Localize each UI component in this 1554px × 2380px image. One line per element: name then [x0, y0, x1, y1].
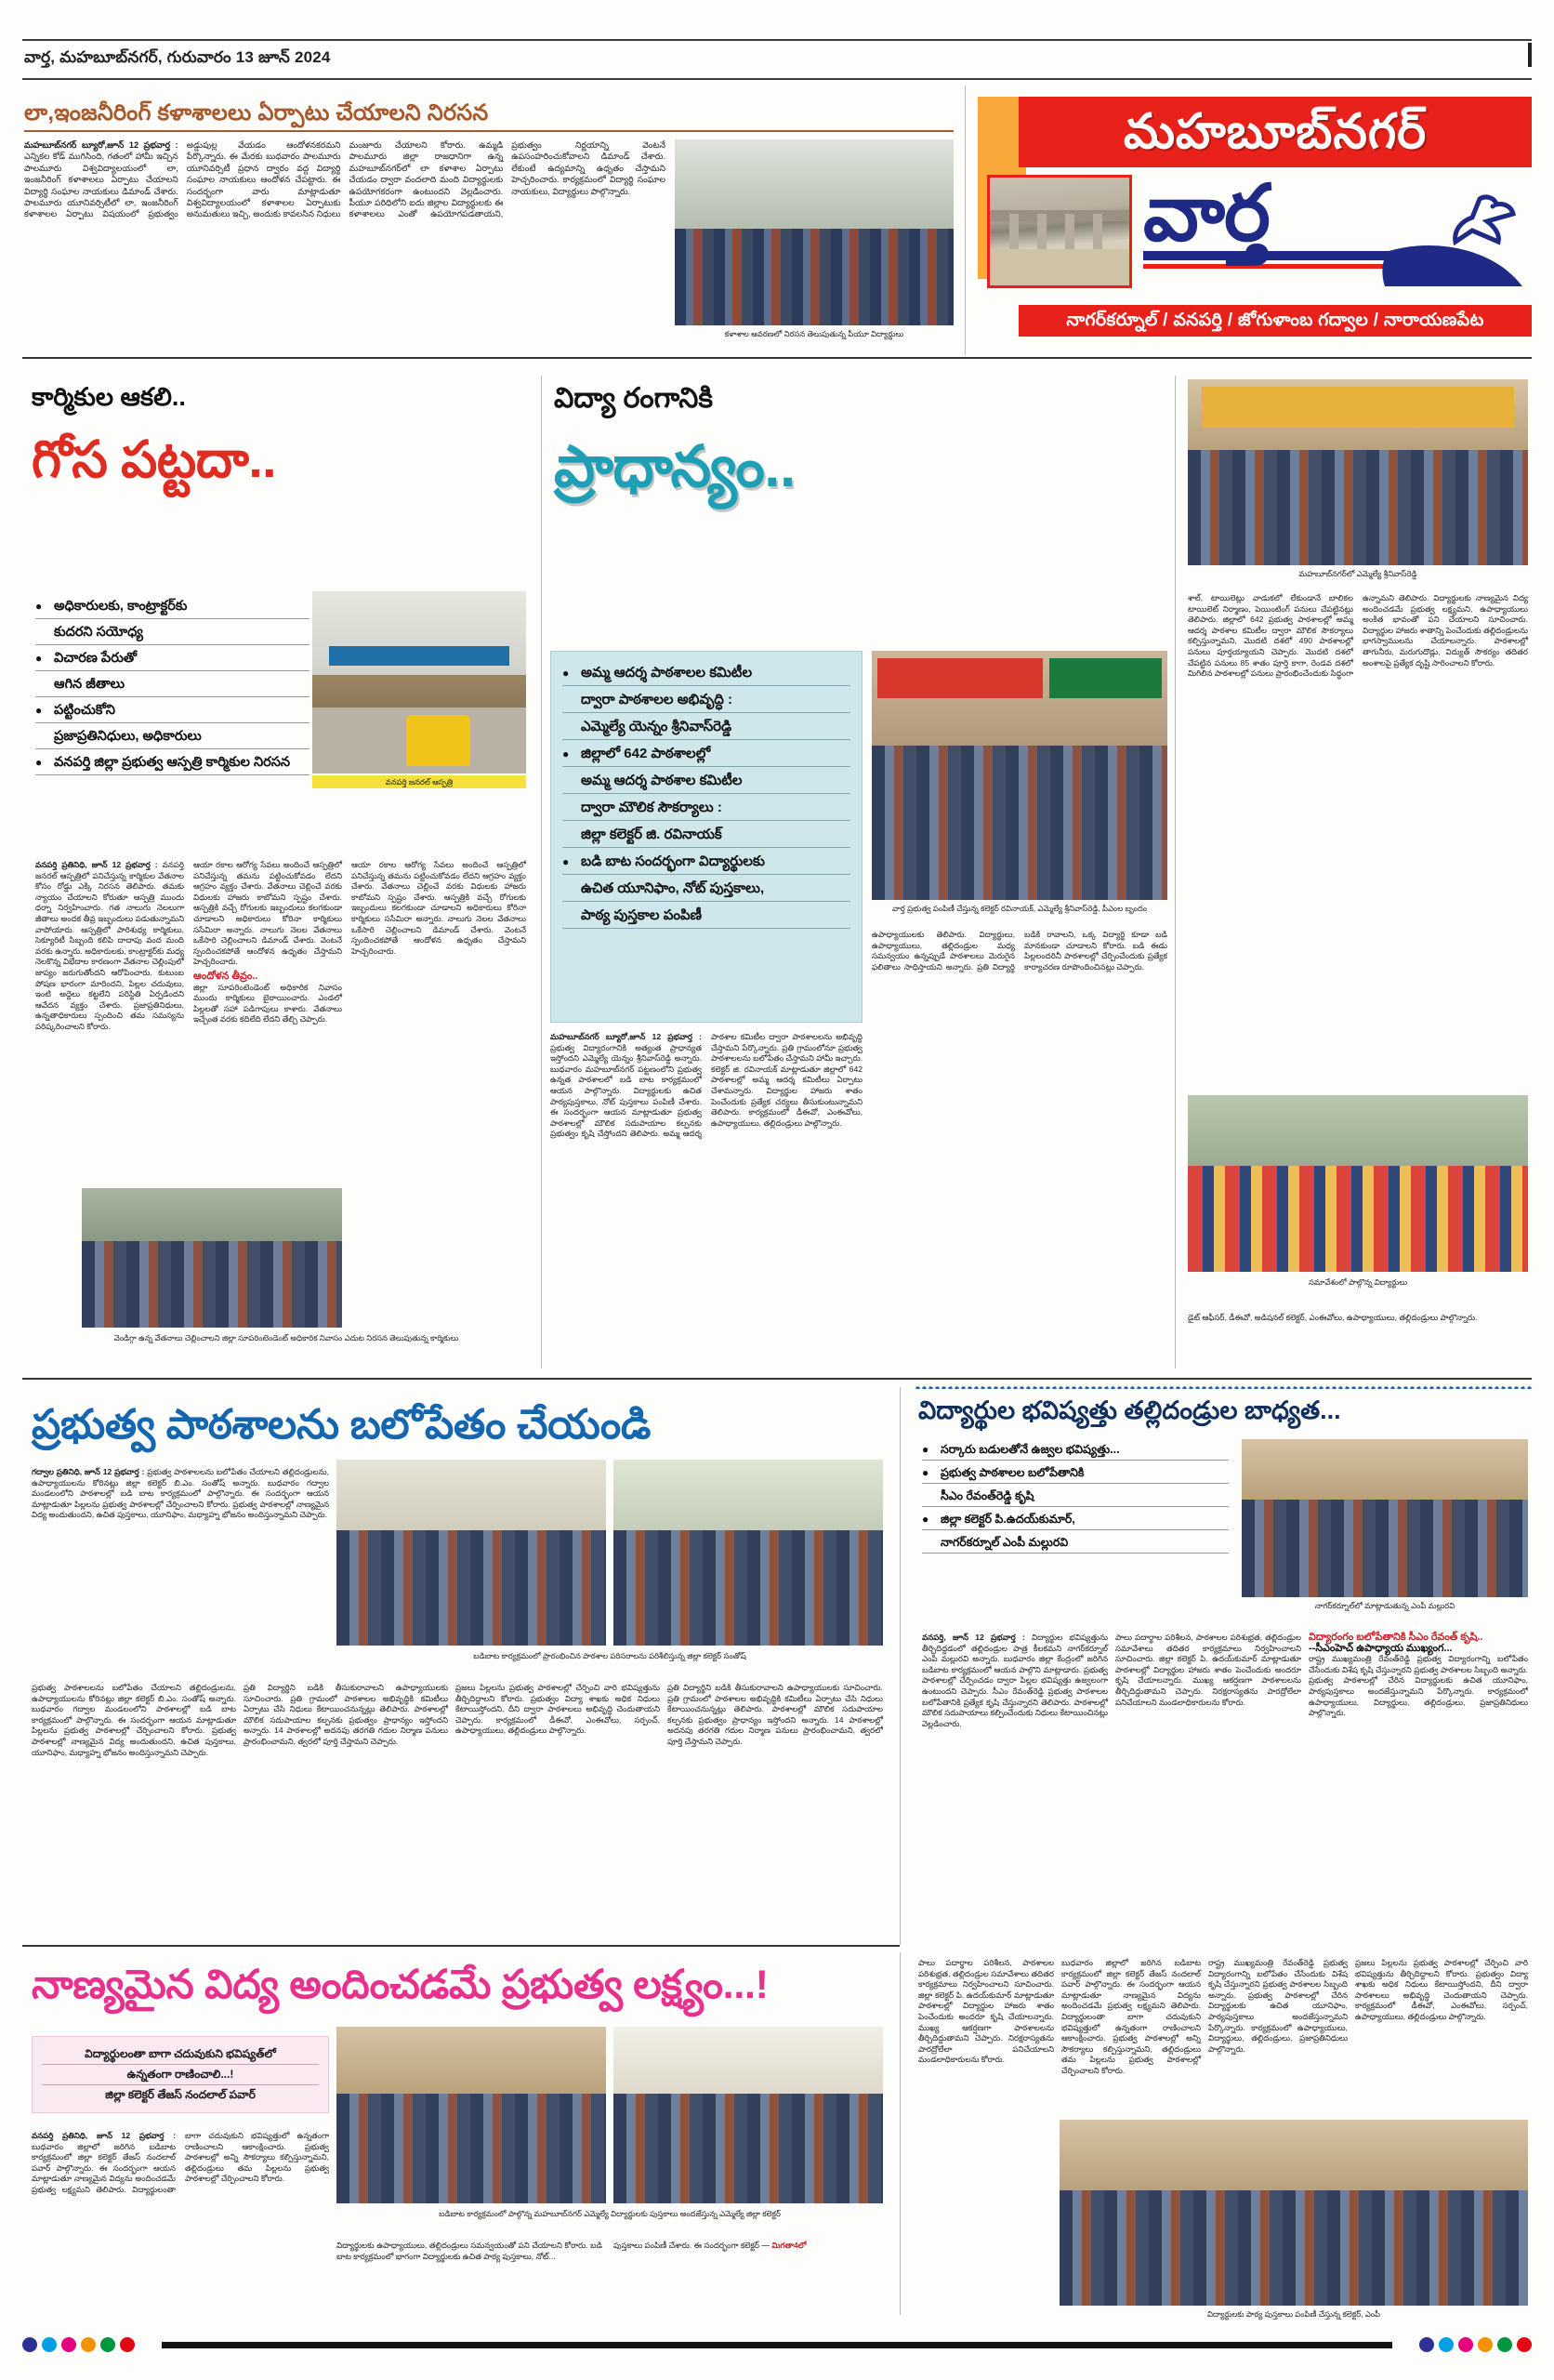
distribution-crowd — [872, 746, 1167, 900]
dateline — [24, 48, 331, 71]
education-body-text-2: ఉపాధ్యాయులకు తెలిపారు. విద్యార్థులు, ఉపాధ్యాయులు, తల్లిదండ్రుల మధ్య సమన్వయం ఉన్నప్పుడే పాఠశాలలు మెరుగైన ఫలితాలు సాధిస్తాయని అన్నారు. ప్రతి విద్యార్థి బడికి రావాలని, ఒక్క విద్యార్థి కూడా బడి మానకుండా చూడాలని కోరారు. బడి ఈడు పిల్లలందరినీ పాఠశాలల్లో చేర్పించేందుకు ప్రత్యేక కార్యాచరణ రూపొందించినట్లు చెప్పారు. — [872, 930, 1167, 972]
right-tail-text-4: ప్రజలు పిల్లలను ప్రభుత్వ పాఠశాలల్లో చేర్పించి వారి భవిష్యత్తును తీర్చిదిద్దాలని కోరారు. ప్రభుత్వం విద్యా శాఖకు అధిక నిధులు కేటాయిస్తోందని, దీని ద్వారా పాఠశాలలు అభివృద్ధి చెందుతాయని చెప్పారు. కార్యక్రమంలో డీఈవో, ఎంఈవోలు, సర్పంచ్, ఉపాధ్యాయులు, తల్లిదండ్రులు పాల్గొన్నారు. — [1355, 1958, 1528, 2021]
lead-photo-people — [675, 229, 954, 325]
parents-body-text-3: రాష్ట్ర ముఖ్యమంత్రి రేవంత్‌రెడ్డి ప్రభుత్వ విద్యారంగాన్ని బలోపేతం చేసేందుకు విశేష కృషి చేస్తున్నారని ప్రభుత్వ పాఠశాలల సిబ్బంది అన్నారు. ప్రభుత్వ పాఠశాలల్లో చేరిన విద్యార్థులకు ఉచిత యూనిఫాం, పాఠ్యపుస్తకాలు అందజేస్తున్నామని పేర్కొన్నారు. కార్యక్రమంలో ఉపాధ్యాయులు, విద్యార్థులు, తల్లిదండ్రులు, ప్రజాప్రతినిధులు పాల్గొన్నారు. — [1309, 1654, 1528, 1718]
parents-body-text-2: పాలు పదార్థాల పరిశీలన, పాఠశాలల పరిశుభ్రత, తల్లిదండ్రుల సమావేశాలు తదితర కార్యక్రమాలు నిర్వహించాలని సూచించారు. జిల్లా కలెక్టర్ పి. ఉదయ్‌కుమార్ మాట్లాడుతూ పాఠశాలల్లో విద్యార్థుల హాజరు శాతం పెంచేందుకు అందరూ కృషి చేయాలన్నారు. ముఖ్య ఆకర్షణగా పాఠశాలలను తీర్చిదిద్దుతామని చెప్పారు. నిరక్షరాస్యతను పారద్రోలేలా పనిచేయాలని మండలాధికారులను కోరారు. — [1115, 1633, 1301, 1707]
stage-backdrop — [1202, 387, 1515, 428]
strengthen-dateline: గద్వాల ప్రతినిధి, జూన్ 12 ప్రభవార్త : — [32, 1467, 145, 1476]
right-tail-text-1: పాలు పదార్థాల పరిశీలన, పాఠశాలల పరిశుభ్రత, తల్లిదండ్రుల సమావేశాలు తదితర కార్యక్రమాలు నిర్వహించాలని సూచించారు. జిల్లా కలెక్టర్ పి. ఉదయ్‌కుమార్ మాట్లాడుతూ పాఠశాలల్లో విద్యార్థుల హాజరు శాతం పెంచేందుకు అందరూ కృషి చేయాలన్నారు. ముఖ్య ఆకర్షణగా పాఠశాలలను తీర్చిదిద్దుతామని చెప్పారు. నిరక్షరాస్యతను పారద్రోలేలా పనిచేయాలని మండలాధికారులను కోరారు. — [918, 1958, 1054, 2065]
masthead-divider — [965, 86, 966, 355]
workers-photo-caption: వనపర్తి జనరల్ ఆస్పత్రి — [312, 775, 526, 788]
quality-pink-box — [32, 2036, 329, 2113]
workers-protest-caption: వెండిగ్గా ఉన్న వేతనాలు చెల్లించాలని జిల్లా సూపరింటెండెంట్ అధికారిక నివాసం ఎదుట నిరసన తెలుపుతున్న కార్మికులు — [113, 1333, 459, 1342]
education-dateline: మహబూబ్‌నగర్ బ్యూరో,జూన్ 12 ప్రభవార్త : — [550, 1032, 702, 1041]
workers-bullets — [35, 595, 309, 777]
education-bullets — [562, 661, 850, 929]
parents-photo-caption: నాగర్‌కర్నూల్‌లో మాట్లాడుతున్న ఎంపీ మల్లురవి — [1314, 1601, 1455, 1610]
workers-dateline: వనపర్తి ప్రతినిధి, జూన్ 12 ప్రభవార్త : — [35, 860, 158, 869]
workers-body-col3 — [351, 860, 526, 957]
workers-photo-hospital — [312, 591, 526, 774]
lead-photo-building — [675, 139, 954, 229]
right-tail-col2 — [1061, 1958, 1201, 2112]
right-kids-caption: సమావేశంలో పాల్గొన్న విద్యార్థులు — [1308, 1277, 1408, 1287]
color-dot — [81, 2337, 96, 2352]
education-photo-caption: వార్త ప్రభుత్వ పంపిణీ చేస్తున్న కలెక్టర్ రవినాయక్, ఎమ్మెల్యే శ్రీనివాస్‌రెడ్డి, పీఎంల బృందం — [892, 904, 1147, 913]
dateline-rest: మహబూబ్‌నగర్, గురువారం 13 జూన్ 2024 — [55, 48, 331, 66]
school-banner-green — [1049, 658, 1162, 698]
color-dot — [61, 2337, 76, 2352]
header-rule — [22, 78, 1532, 80]
parents-photo — [1242, 1439, 1528, 1597]
bullet-item: సీఎం రేవంత్‌రెడ్డి కృషి — [922, 1486, 1229, 1507]
right-top-photo-caption: మహబూబ్‌నగర్‌లో ఎమ్మెల్యే శ్రీనివాస్‌రెడ్డి — [1298, 569, 1417, 578]
bullet-item: ఆగిన జీతాలు — [35, 673, 309, 697]
quality-photo-1 — [336, 2027, 606, 2203]
parents-subhead: విద్యారంగం బలోపేతానికి సీఎం రేవంత్ కృషి.. — [1309, 1632, 1483, 1643]
right-top-body-text: శాల్, టాయిలెట్లు వాడుకలో లేకుండానే బాలికల టాయిలెట్ నిర్మాణం, పెయింటింగ్ పనులు చేపట్టినట్లు తెలిపారు. జిల్లాలో 642 ప్రభుత్వ పాఠశాలల్లో అమ్మ ఆదర్శ పాఠశాల కమిటీల ద్వారా మౌలిక సౌకర్యాలు కల్పిస్తున్నామని, మొదటి దశలో 490 పాఠశాలల్లో పనులు పూర్తయ్యాయని చెప్పారు. మొదటి దశలో చేపట్టిన పనులు 85 శాతం పూర్తి కాగా, రెండవ దశలో మిగిలిన పాఠశాలల్లో పనులు ప్రారంభించేందుకు సిద్ధంగా ఉన్నామని తెలిపారు. విద్యార్థులకు నాణ్యమైన విద్య అందించడమే ప్రభుత్వ లక్ష్యమని, ఉపాధ్యాయులు అంకిత భావంతో పని చేయాలని సూచించారు. విద్యార్థుల హాజరు శాతాన్ని పెంచేందుకు తల్లిదండ్రులను భాగస్వాములను చేయాలన్నారు. పాఠశాలల్లో తాగునీరు, మరుగుదొడ్లు, విద్యుత్ సౌకర్యం తదితర అంశాలపై ప్రత్యేక దృష్టి సారించాలని కోరారు. — [1188, 593, 1528, 679]
footer-colorbar — [22, 2337, 1532, 2356]
quality-body-text-3: పుస్తకాలు పంపిణీ చేశారు. ఈ సందర్భంగా కలెక్టర్ — [613, 2241, 759, 2250]
lead-headline: లా,ఇంజనీరింగ్ కళాశాలలు ఏర్పాటు చేయాలని నిరసన — [24, 100, 489, 126]
bullet-item: ● అమ్మ ఆదర్శ పాఠశాలల కమిటీల — [562, 661, 850, 686]
color-dot — [120, 2337, 135, 2352]
color-dot — [1458, 2337, 1473, 2352]
education-bullet-box — [550, 651, 863, 1023]
strengthen-photo-2 — [613, 1460, 883, 1646]
education-body-2 — [872, 930, 1167, 1339]
quality-dateline: వనపర్తి ప్రతినిధి, జూన్ 12 ప్రభవార్త : — [32, 2131, 176, 2140]
strengthen-intro — [32, 1467, 329, 1588]
strengthen-crowd-1 — [336, 1530, 606, 1646]
strengthen-body-text-1: ప్రభుత్వ పాఠశాలలను బలోపేతం చేయాలని తల్లిదండ్రులను, ఉపాధ్యాయులను కోరినట్లు జిల్లా కలెక్టర్ బి.ఎం. సంతోష్ అన్నారు. బుధవారం గద్వాల మండలంలోని పాఠశాలల్లో బడి బాట కార్యక్రమంలో పాల్గొన్నారు. ఈ సందర్భంగా ఆయన మాట్లాడుతూ పిల్లలను ప్రభుత్వ పాఠశాలల్లో చేర్పించాలని కోరారు. ప్రభుత్వ పాఠశాలల్లో నాణ్యమైన విద్య అందుతుందని, ఉచిత పుస్తకాలు, యూనిఫాం, మధ్యాహ్న భోజనం అందిస్తున్నామని చెప్పారు. — [32, 1683, 236, 1757]
bullet-item: పాఠ్య పుస్తకాల పంపిణీ — [562, 904, 850, 929]
workers-body-col2 — [193, 860, 342, 1025]
quality-photo-caption-1: బడిబాట కార్యక్రమంలో పాల్గొన్న మహబూబ్‌నగర్ ఎమ్మెల్యే విద్యార్థులకు పుస్తకాలు అందజేస్తున్న ఎమ్మెల్యే జిల్లా కలెక్టర్ — [439, 2209, 781, 2218]
dateline-brand: వార్త, — [24, 48, 56, 66]
top-rule — [22, 39, 1532, 41]
quality-photo-3 — [1060, 2120, 1528, 2306]
right-bottom-note — [1188, 1313, 1528, 1324]
lead-body — [24, 139, 665, 220]
strengthen-body-col1 — [32, 1683, 236, 1943]
strengthen-body-col2 — [244, 1683, 448, 1748]
pink-box-line: ఉన్నతంగా రాణించాలి...! — [42, 2065, 319, 2085]
color-dot — [1439, 2337, 1454, 2352]
education-distribution-photo — [872, 651, 1167, 900]
story-education — [554, 383, 1167, 499]
bullet-item: ● అధికారులకు, కాంట్రాక్టర్‌కు — [35, 595, 309, 619]
quality-body-text-1: బుధవారం జిల్లాలో జరిగిన బడిబాట కార్యక్రమంలో జిల్లా కలెక్టర్ తేజస్ నందలాల్ పవార్ పాల్గొన్నారు. ఈ సందర్భంగా ఆయన మాట్లాడుతూ నాణ్యమైన విద్యను అందించడమే ప్రభుత్వ లక్ష్యమని తెలిపారు. విద్యార్థులంతా బాగా చదువుకుని భవిష్యత్తులో ఉన్నతంగా రాణించాలని ఆకాంక్షించారు. ప్రభుత్వ పాఠశాలల్లో అన్ని సౌకర్యాలు కల్పిస్తున్నామని, తల్లిదండ్రులు తమ పిల్లలను ప్రభుత్వ పాఠశాలల్లో చేర్పించాలని కోరారు. — [32, 2131, 329, 2194]
footer-dots-left — [22, 2337, 135, 2352]
color-dot — [100, 2337, 115, 2352]
workers-body-text-2b: జిల్లా సూపరింటెండెంట్ అధికారిక నివాసం ముందు కార్మికులు బైఠాయించారు. ఎండలో పిల్లలతో సహా పడిగాపులు కాశారు. వేతనాలు ఇచ్చేంత వరకు కదిలేది లేదని తేల్చి చెప్పారు. — [193, 982, 342, 1025]
section-rule-3 — [22, 1945, 900, 1947]
masthead-red-band — [1019, 97, 1532, 167]
quality-headline: నాణ్యమైన విద్య అందించడమే ప్రభుత్వ లక్ష్యం...! — [32, 1963, 769, 2007]
kids-seated — [1188, 1166, 1528, 1272]
section-rule-1 — [22, 357, 1532, 359]
lead-dateline: మహబూబ్‌నగర్ బ్యూరో,జూన్ 12 ప్రభవార్త : — [24, 140, 178, 150]
masthead-districts: నాగర్‌కర్నూల్ / వనపర్తి / జోగుళాంబ గద్వాల / నారాయణపేట — [1019, 305, 1532, 337]
bullet-item: ఎమ్మెల్యే యెన్నం శ్రీనివాస్‌రెడ్డి — [562, 715, 850, 740]
education-body — [550, 1032, 863, 1140]
color-dot — [1497, 2337, 1512, 2352]
strengthen-photo-caption: బడిబాట కార్యక్రమంలో ప్రారంభించిన పాఠశాల పరిసరాలను పరిశీలిస్తున్న జిల్లా కలెక్టర్ సంతోష్ — [473, 1651, 746, 1660]
workers-body-text-1: వనపర్తి జనరల్ ఆస్పత్రిలో పనిచేస్తున్న కార్మికుల వేతనాల కోసం రోడ్డు ఎక్కి నిరసన తెలిపారు. తమకు న్యాయం చేయాలని కోరుతూ ఆస్పత్రి ముందు ధర్నా నిర్వహించారు. గత నాలుగు నెలలుగా జీతాలు అందక తీవ్ర ఇబ్బందులు పడుతున్నామని వాపోయారు. ఆస్పత్రిలో పారిశుధ్య కార్మికులు, సెక్యూరిటీ సిబ్బంది కలిపి దాదాపు వంద మంది వరకు ఉన్నారు. అధికారులకు, కాంట్రాక్టర్‌కు మధ్య నెలకొన్న విభేదాల కారణంగా వేతనాల చెల్లింపులో జాప్యం జరుగుతోందని ఆరోపించారు. కుటుంబ పోషణ భారంగా మారిందని, పిల్లల చదువులు, ఇంటి అద్దెలు కట్టలేని పరిస్థితి ఏర్పడిందని ఆవేదన వ్యక్తం చేశారు. ప్రజాప్రతినిధులు, ఉన్నతాధికారులు స్పందించి తమ సమస్యను పరిష్కరించాలని కోరారు. — [35, 860, 184, 1031]
parents-subhead-2: --సీఎంహెచ్ ఉపాధ్యాయ ముఖ్యంగ... — [1309, 1642, 1453, 1654]
quality-body-intro — [32, 2131, 329, 2298]
lead-photo-caption: కళాశాల ఆవరణలో నిరసన తెలుపుతున్న పీయూ విద్యార్థులు — [724, 329, 904, 338]
masthead — [978, 86, 1532, 338]
bullet-item: ద్వారా మౌలిక సౌకర్యాలు : — [562, 796, 850, 821]
right-tail-text-3: రాష్ట్ర ముఖ్యమంత్రి రేవంత్‌రెడ్డి ప్రభుత్వ విద్యారంగాన్ని బలోపేతం చేసేందుకు విశేష కృషి చేస్తున్నారని ప్రభుత్వ పాఠశాలల సిబ్బంది అన్నారు. ప్రభుత్వ పాఠశాలల్లో చేరిన విద్యార్థులకు ఉచిత యూనిఫాం, పాఠ్యపుస్తకాలు అందజేస్తున్నామని పేర్కొన్నారు. కార్యక్రమంలో ఉపాధ్యాయులు, విద్యార్థులు, తల్లిదండ్రులు, ప్రజాప్రతినిధులు పాల్గొన్నారు. — [1208, 1958, 1348, 2054]
balloon-backdrop — [613, 2027, 883, 2097]
col-divider-2 — [1175, 376, 1176, 1368]
bullet-item: కుదరని సయోధ్య — [35, 621, 309, 645]
bullet-item: ప్రజాప్రతినిధులు, అధికారులు — [35, 725, 309, 749]
workers-kicker: కార్మికుల ఆకలి.. — [32, 383, 186, 411]
bullet-item: ● పట్టించుకోని — [35, 699, 309, 723]
bullet-item: ● జిల్లాలో 642 పాఠశాలల్లో — [562, 742, 850, 767]
bullet-item: ● విచారణ పేరుతో — [35, 647, 309, 671]
quality-body-col3 — [613, 2241, 883, 2252]
education-body-text: ప్రభుత్వ విద్యారంగానికి అత్యంత ప్రాధాన్యత ఇస్తోందని ఎమ్మెల్యే యెన్నం శ్రీనివాస్‌రెడ్డి అన్నారు. బుధవారం మహబూబ్‌నగర్ పట్టణంలోని ప్రభుత్వ ఉన్నత పాఠశాలలో బడి బాట కార్యక్రమంలో ఆయన పాల్గొన్నారు. విద్యార్థులకు ఉచిత పాఠ్యపుస్తకాలు, నోట్ పుస్తకాలు పంపిణీ చేశారు. ఈ సందర్భంగా ఆయన మాట్లాడుతూ ప్రభుత్వ పాఠశాలల్లో మౌలిక సదుపాయాల కల్పనకు ప్రభుత్వం కృషి చేస్తోందని తెలిపారు. అమ్మ ఆదర్శ పాఠశాల కమిటీల ద్వారా పాఠశాలలను అభివృద్ధి చేస్తామని పేర్కొన్నారు. ప్రతి గ్రామంలోనూ ప్రభుత్వ పాఠశాలలను బలోపేతం చేస్తామని హామీ ఇచ్చారు. కలెక్టర్ జి. రవినాయక్ మాట్లాడుతూ జిల్లాలో 642 పాఠశాలల్లో అమ్మ ఆదర్శ కమిటీలు ఏర్పాటు చేశామన్నారు. విద్యార్థుల హాజరు శాతం పెంచేందుకు ప్రత్యేక చర్యలు తీసుకుంటున్నామని తెలిపారు. కార్యక్రమంలో డీఈవో, ఎంఈవోలు, ఉపాధ్యాయులు, తల్లిదండ్రులు పాల్గొన్నారు. — [550, 1032, 863, 1139]
col-divider-1 — [541, 376, 542, 1368]
workers-headline: గోస పట్టదా.. — [32, 430, 276, 488]
parents-body-text-1: విద్యార్థుల భవిష్యత్తును తీర్చిదిద్దడంలో తల్లిదండ్రుల పాత్ర కీలకమని నాగర్‌కర్నూల్ ఎంపీ మల్లురవి అన్నారు. బుధవారం జిల్లా కేంద్రంలో జరిగిన బడిబాట కార్యక్రమంలో ఆయన పాల్గొని మాట్లాడారు. ప్రభుత్వ పాఠశాలల్లో చేర్పించడం ద్వారా పిల్లల భవిష్యత్తు ఉజ్వలంగా ఉంటుందని చెప్పారు. సీఎం రేవంత్‌రెడ్డి ప్రభుత్వ పాఠశాలల బలోపేతానికి ప్రత్యేక కృషి చేస్తున్నారని తెలిపారు. పాఠశాలల్లో మౌలిక సదుపాయాలు కల్పించేందుకు నిధులు కేటాయించినట్లు వెల్లడించారు. — [922, 1633, 1108, 1728]
bullet-item: ● బడి బాట సందర్భంగా విద్యార్థులకు — [562, 850, 850, 875]
story-workers — [32, 383, 533, 487]
right-tail-col4 — [1355, 1958, 1528, 2112]
masthead-wordmark: వార్త — [1143, 169, 1270, 257]
right-tail-text-2: బుధవారం జిల్లాలో జరిగిన బడిబాట కార్యక్రమంలో జిల్లా కలెక్టర్ తేజస్ నందలాల్ పవార్ పాల్గొన్నారు. ఈ సందర్భంగా ఆయన మాట్లాడుతూ నాణ్యమైన విద్యను అందించడమే ప్రభుత్వ లక్ష్యమని తెలిపారు. విద్యార్థులంతా బాగా చదువుకుని భవిష్యత్తులో ఉన్నతంగా రాణించాలని ఆకాంక్షించారు. ప్రభుత్వ పాఠశాలల్లో అన్ని సౌకర్యాలు కల్పిస్తున్నామని, తల్లిదండ్రులు తమ పిల్లలను ప్రభుత్వ పాఠశాలల్లో చేర్పించాలని కోరారు. — [1061, 1958, 1201, 2075]
stage-crowd — [1188, 450, 1528, 565]
quality-photo-2 — [613, 2027, 883, 2203]
lead-headline-rule — [24, 130, 954, 132]
dam-water — [990, 249, 1129, 285]
quality-footer-note: — మిగతా4లో — [761, 2241, 807, 2250]
education-kicker: విద్యా రంగానికి — [554, 383, 714, 414]
right-tail-col3 — [1208, 1958, 1348, 2112]
education-headline: ప్రాధాన్యం.. — [554, 435, 796, 499]
strengthen-body-text-4: ప్రతి విద్యార్థిని బడికి తీసుకురావాలని ఉపాధ్యాయులకు సూచించారు. ప్రతి గ్రామంలో పాఠశాలల అభివృద్ధికి కమిటీలు ఏర్పాటు చేసి నిధులు కేటాయించనున్నట్లు తెలిపారు. పాఠశాలల్లో మౌలిక సదుపాయాల కల్పనకు ప్రభుత్వం ప్రాధాన్యం ఇస్తోందని అన్నారు. 14 పాఠశాలల్లో అదనపు తరగతి గదుల నిర్మాణ పనులు ప్రారంభించామని, త్వరలో పూర్తి చేస్తామని చెప్పారు. — [667, 1683, 883, 1746]
parents-crowd — [1242, 1500, 1528, 1597]
strengthen-body-col4 — [667, 1683, 883, 1748]
workers-body-text-2: ఆయా రకాల ఆరోగ్య సేవలు అందించే ఆస్పత్రిలో పనిచేస్తున్న తమను పట్టించుకోవడం లేదని ఆగ్రహం వ్యక్తం చేశారు. వేతనాలు చెల్లించే వరకు విధులకు హాజరు కాబోమని స్పష్టం చేశారు. ఆస్పత్రికి వచ్చే రోగులకు ఇబ్బందులు కలగకుండా చూడాలని అధికారులు కోరినా కార్మికులు ససేమిరా అన్నారు. నాలుగు నెలల వేతనాలు ఒకేసారి చెల్లించాలని డిమాండ్ చేశారు. వెంటనే స్పందించకపోతే ఆందోళన ఉధృతం చేస్తామని హెచ్చరించారు. — [193, 860, 342, 967]
bullet-item: నాగర్‌కర్నూల్ ఎంపీ మల్లురవి — [922, 1532, 1229, 1554]
quality-crowd-2 — [613, 2094, 883, 2203]
right-tail-col1 — [918, 1958, 1054, 2330]
col-divider-4 — [900, 1952, 901, 2315]
bullet-item: ● జిల్లా కలెక్టర్ పి.ఉదయ్‌కుమార్, — [922, 1509, 1229, 1530]
section-rule-2 — [22, 1378, 1532, 1380]
right-top-photo — [1188, 379, 1528, 565]
strengthen-body-col3 — [455, 1683, 660, 1737]
color-dot — [42, 2337, 57, 2352]
workers-subhead: ఆందోళన తీవ్రం.. — [193, 970, 258, 982]
color-dot — [1419, 2337, 1434, 2352]
masthead-edition-title: మహబూబ్‌నగర్ — [1123, 105, 1428, 159]
pink-box-line: విద్యార్థులంతా బాగా చదువుకుని భవిష్యత్‌లో — [42, 2044, 319, 2065]
parents-body-col2 — [1115, 1633, 1301, 1708]
page-marker — [1528, 43, 1532, 67]
dove-icon — [1376, 190, 1524, 292]
color-dot — [22, 2337, 37, 2352]
protest-crowd — [82, 1241, 342, 1328]
quality-body-text-2: విద్యార్థులకు ఉపాధ్యాయులు, తల్లిదండ్రులు సమన్వయంతో పని చేయాలని కోరారు. బడి బాట కార్యక్రమంలో భాగంగా విద్యార్థులకు ఉచిత పాఠ్య పుస్తకాలు, నోట్... — [336, 2241, 602, 2261]
auto-rickshaw — [406, 715, 470, 766]
color-dot — [1478, 2337, 1493, 2352]
bullet-item: అమ్మ ఆదర్శ పాఠశాల కమిటీల — [562, 769, 850, 794]
bullet-item: ● వనపర్తి జిల్లా ప్రభుత్వ ఆస్పత్రి కార్మికుల నిరసన — [35, 751, 309, 775]
hospital-signboard — [329, 646, 508, 667]
strengthen-body-text-2: ప్రతి విద్యార్థిని బడికి తీసుకురావాలని ఉపాధ్యాయులకు సూచించారు. ప్రతి గ్రామంలో పాఠశాలల అభివృద్ధికి కమిటీలు ఏర్పాటు చేసి నిధులు కేటాయించనున్నట్లు తెలిపారు. పాఠశాలల్లో మౌలిక సదుపాయాల కల్పనకు ప్రభుత్వం ప్రాధాన్యం ఇస్తోందని అన్నారు. 14 పాఠశాలల్లో అదనపు తరగతి గదుల నిర్మాణ పనులు ప్రారంభించామని, త్వరలో పూర్తి చేస్తామని చెప్పారు. — [244, 1683, 448, 1746]
quality-crowd-1 — [336, 2094, 606, 2203]
parents-headline: విద్యార్థుల భవిష్యత్తు తల్లిదండ్రుల బాధ్యత... — [918, 1396, 1341, 1424]
strengthen-body-text-3: ప్రజలు పిల్లలను ప్రభుత్వ పాఠశాలల్లో చేర్పించి వారి భవిష్యత్తును తీర్చిదిద్దాలని కోరారు. ప్రభుత్వం విద్యా శాఖకు అధిక నిధులు కేటాయిస్తోందని, దీని ద్వారా పాఠశాలలు అభివృద్ధి చెందుతాయని చెప్పారు. కార్యక్రమంలో డీఈవో, ఎంఈవోలు, సర్పంచ్, ఉపాధ్యాయులు, తల్లిదండ్రులు పాల్గొన్నారు. — [455, 1683, 660, 1736]
dotted-divider — [915, 1385, 1532, 1389]
pink-box-line: జిల్లా కలెక్టర్ తేజస్ నందలాల్ పవార్ — [105, 2088, 256, 2101]
strengthen-headline: ప్రభుత్వ పాఠశాలను బలోపేతం చేయండి — [32, 1402, 652, 1448]
right-top-body — [1188, 593, 1528, 900]
bullet-item: ద్వారా పాఠశాలల అభివృద్ధి : — [562, 688, 850, 713]
footer-black-bar — [162, 2342, 1392, 2348]
bullet-item: ● ప్రభుత్వ పాఠశాలల బలోపేతానికి — [922, 1462, 1229, 1484]
col-divider-3 — [900, 1387, 901, 1945]
bullet-item: ● సర్కారు బడులతోనే ఉజ్వల భవిష్యత్తు... — [922, 1439, 1229, 1461]
bullet-item: ఉచిత యూనిఫాం, నోట్ పుస్తకాలు, — [562, 877, 850, 902]
footer-dots-right — [1419, 2337, 1532, 2352]
masthead-dam-photo — [987, 175, 1132, 288]
parents-body-col3 — [1309, 1633, 1528, 1719]
color-dot — [1517, 2337, 1532, 2352]
quality-crowd-3 — [1060, 2190, 1528, 2306]
quality-photo-caption-2: విద్యార్థులకు పాఠ్య పుస్తకాలు పంపిణీ చేస్తున్న కలెక్టర్, ఎంపీ — [1206, 2309, 1380, 2319]
strengthen-intro-text: ప్రభుత్వ పాఠశాలలను బలోపేతం చేయాలని తల్లిదండ్రులను, ఉపాధ్యాయులను కోరినట్లు జిల్లా కలెక్టర్ బి.ఎం. సంతోష్ అన్నారు. బుధవారం గద్వాల మండలంలోని పాఠశాలల్లో బడి బాట కార్యక్రమంలో పాల్గొన్నారు. ఈ సందర్భంగా ఆయన మాట్లాడుతూ పిల్లలను ప్రభుత్వ పాఠశాలల్లో చేర్పించాలని కోరారు. ప్రభుత్వ పాఠశాలల్లో నాణ్యమైన విద్య అందుతుందని, ఉచిత పుస్తకాలు, యూనిఫాం, మధ్యాహ్న భోజనం అందిస్తున్నామని చెప్పారు. — [32, 1467, 329, 1520]
school-building-2 — [613, 1460, 883, 1541]
parents-dateline: వనపర్తి, జూన్ 12 ప్రభవార్త : — [922, 1633, 1025, 1642]
right-kids-photo — [1188, 1095, 1528, 1272]
parents-body-col1 — [922, 1633, 1108, 1949]
quality-body-col2 — [336, 2241, 602, 2262]
workers-body-text-3: ఆయా రకాల ఆరోగ్య సేవలు అందించే ఆస్పత్రిలో పనిచేస్తున్న తమను పట్టించుకోవడం లేదని ఆగ్రహం వ్యక్తం చేశారు. వేతనాలు చెల్లించే వరకు విధులకు హాజరు కాబోమని స్పష్టం చేశారు. ఆస్పత్రికి వచ్చే రోగులకు ఇబ్బందులు కలగకుండా చూడాలని అధికారులు కోరినా కార్మికులు ససేమిరా అన్నారు. నాలుగు నెలల వేతనాలు ఒకేసారి చెల్లించాలని డిమాండ్ చేశారు. వెంటనే స్పందించకపోతే ఆందోళన ఉధృతం చేస్తామని హెచ్చరించారు. — [351, 860, 526, 956]
school-banner-red — [877, 658, 1043, 698]
workers-protest-photo — [82, 1188, 342, 1328]
right-bottom-note-text: డైట్ ఆఫీసర్, డీఈవో, అడిషనల్ కలెక్టర్, ఎంఈవోలు, ఉపాధ్యాయులు, తల్లిదండ్రులు పాల్గొన్నారు. — [1188, 1313, 1478, 1322]
bullet-item: జిల్లా కలెక్టర్ జి. రవినాయక్ — [562, 823, 850, 848]
lead-photo — [675, 139, 954, 325]
parents-bullets — [922, 1439, 1229, 1555]
strengthen-crowd-2 — [613, 1530, 883, 1646]
lead-body-text: ఎన్నికల కోడ్ ముగిసింది, గతంలో హామీ ఇచ్చిన పాలమూరు విశ్వవిద్యాలయంలో లా, ఇంజనీరింగ్ కళాశాలలు ఏర్పాటు చేయాలని విద్యార్థి సంఘాల నాయకులు డిమాండ్ చేశారు. పాలమూరు యూనివర్సిటీలో లా, ఇంజనీరింగ్ కళాశాలల ఏర్పాటు విషయంలో ప్రభుత్వం అడ్డుపుల్ల వేయడం ఆందోళనకరమని పేర్కొన్నారు. ఈ మేరకు బుధవారం పాలమూరు యూనివర్సిటీ ప్రధాన ద్వారం వద్ద విద్యార్థి సంఘాల నాయకులు ఆందోళన చేపట్టారు. ఈ సందర్భంగా వారు మాట్లాడుతూ విశ్వవిద్యాలయంలో కళాశాలల ఏర్పాటుకు అనుమతులు ఇచ్చి, అందుకు కావలసిన నిధులు మంజూరు చేయాలని కోరారు. ఉమ్మడి పాలమూరు జిల్లా రాజధానిగా ఉన్న మహబూబ్‌నగర్‌లో లా కళాశాల ఏర్పాటు చేయడం ద్వారా వందలాది మంది విద్యార్థులకు ఉపయోగకరంగా ఉంటుందని వెల్లడించారు. పీయూ పరిధిలోని ఐదు జిల్లాల విద్యార్థులకు ఈ కళాశాలలు ఎంతో ఉపయోగపడతాయని, ప్రభుత్వం నిర్ణయాన్ని వెంటనే ఉపసంహరించుకోవాలని డిమాండ్ చేశారు. లేకుంటే ఉద్యమాన్ని ఉధృతం చేస్తామని హెచ్చరించారు. కార్యక్రమంలో విద్యార్థి సంఘాల నాయకులు, విద్యార్థులు పాల్గొన్నారు. — [24, 140, 665, 219]
strengthen-photo-1 — [336, 1460, 606, 1646]
